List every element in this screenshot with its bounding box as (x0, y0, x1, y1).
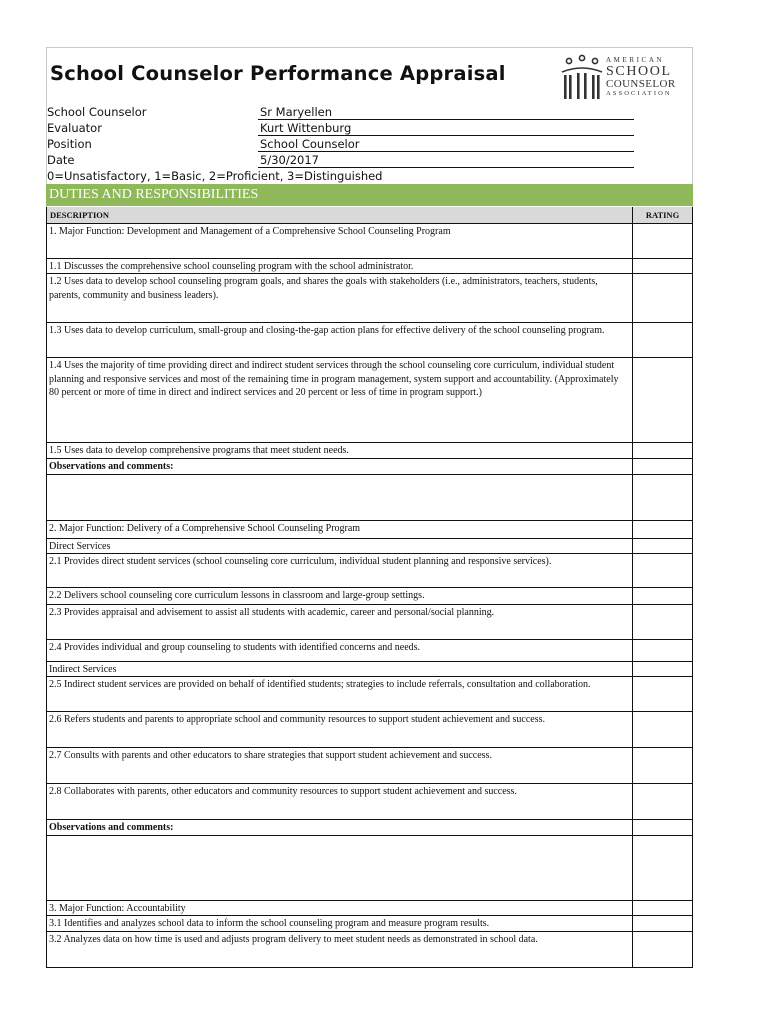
logo-wordmark: AMERICAN SCHOOL COUNSELOR ASSOCIATION (606, 56, 676, 97)
row-description: 1.2 Uses data to develop school counseling program goals, and shares the goals with stakeholders (i.e., administrators, teachers, students, parents, community and business leaders). (46, 274, 633, 322)
table-row (46, 521, 693, 539)
row-description: 2.6 Refers students and parents to appropriate school and community resources to support student achievement and success. (46, 712, 633, 747)
row-description: 3.1 Identifies and analyzes school data to inform the school counseling program and measure program results. (46, 916, 633, 931)
comments-box[interactable] (46, 836, 693, 901)
table-row (46, 605, 693, 640)
table-row (46, 323, 693, 358)
table-row (46, 358, 693, 443)
rating-cell[interactable] (633, 259, 693, 273)
rating-cell[interactable] (633, 662, 693, 676)
rating-scale: 0=Unsatisfactory, 1=Basic, 2=Proficient, 3=Distinguished (47, 169, 383, 183)
comments-input[interactable] (46, 475, 633, 520)
rating-cell (633, 820, 693, 835)
row-description: 2.8 Collaborates with parents, other educators and community resources to support student achievement and success. (46, 784, 633, 819)
rating-cell[interactable] (633, 605, 693, 639)
rating-cell[interactable] (633, 588, 693, 604)
row-description: 2.3 Provides appraisal and advisement to assist all students with academic, career and personal/social planning. (46, 605, 633, 639)
table-row (46, 259, 693, 274)
table-row (46, 588, 693, 605)
rating-cell[interactable] (633, 640, 693, 661)
rating-cell (633, 459, 693, 474)
position-field[interactable]: School Counselor (258, 136, 634, 152)
table-row (46, 712, 693, 748)
counselor-label: School Counselor (47, 105, 147, 119)
row-description: 2.4 Provides individual and group counseling to students with identified concerns and needs. (46, 640, 633, 661)
row-description: 2.1 Provides direct student services (school counseling core curriculum, individual student planning and responsive services). (46, 554, 633, 587)
rating-cell[interactable] (633, 323, 693, 357)
evaluator-field[interactable]: Kurt Wittenburg (258, 120, 634, 136)
rating-cell[interactable] (633, 274, 693, 322)
rating-cell (633, 475, 693, 520)
date-label: Date (47, 153, 75, 167)
row-description: 1.3 Uses data to develop curriculum, small-group and closing-the-gap action plans for effective delivery of the school counseling program. (46, 323, 633, 357)
rating-cell[interactable] (633, 554, 693, 587)
comments-input[interactable] (46, 836, 633, 900)
row-description: 3. Major Function: Accountability (46, 901, 633, 915)
table-row (46, 901, 693, 916)
table-row (46, 539, 693, 554)
table-row (46, 784, 693, 820)
rating-cell[interactable] (633, 901, 693, 915)
table-row (46, 640, 693, 662)
table-row (46, 748, 693, 784)
evaluator-label: Evaluator (47, 121, 102, 135)
rating-cell[interactable] (633, 224, 693, 258)
rating-cell (633, 836, 693, 900)
rating-cell[interactable] (633, 784, 693, 819)
section-header: DUTIES AND RESPONSIBILITIES (46, 184, 693, 206)
rating-cell[interactable] (633, 358, 693, 442)
rating-cell[interactable] (633, 712, 693, 747)
row-description: 2. Major Function: Delivery of a Comprehensive School Counseling Program (46, 521, 633, 538)
row-description: 1.1 Discusses the comprehensive school counseling program with the school administrator. (46, 259, 633, 273)
row-description: Direct Services (46, 539, 633, 553)
row-description: 1.5 Uses data to develop comprehensive programs that meet student needs. (46, 443, 633, 458)
row-description: 1.4 Uses the majority of time providing direct and indirect student services through the school counseling core curriculum, individual student planning and responsive services and most of the remaining time in program management, system support and accountability. (Approximately 80 percent or more of time in direct and indirect services and 20 percent or less of time in program support.) (46, 358, 633, 442)
row-description: 2.2 Delivers school counseling core curriculum lessons in classroom and large-group settings. (46, 588, 633, 604)
rating-cell[interactable] (633, 677, 693, 711)
table-row (46, 554, 693, 588)
row-description: 1. Major Function: Development and Management of a Comprehensive School Counseling Program (46, 224, 633, 258)
observations-label: Observations and comments: (46, 820, 633, 835)
table-row (46, 932, 693, 968)
rating-cell[interactable] (633, 932, 693, 967)
rating-cell[interactable] (633, 539, 693, 553)
comments-box[interactable] (46, 475, 693, 521)
asca-logo (560, 52, 680, 104)
table-row (46, 677, 693, 712)
row-description: 3.2 Analyzes data on how time is used and adjusts program delivery to meet student needs as demonstrated in school data. (46, 932, 633, 967)
people-icon (560, 52, 606, 102)
description-column-header: DESCRIPTION (46, 207, 633, 224)
row-description: 2.7 Consults with parents and other educators to share strategies that support student achievement and success. (46, 748, 633, 783)
rating-column-header: RATING (633, 207, 693, 224)
rating-cell[interactable] (633, 916, 693, 931)
counselor-field[interactable]: Sr Maryellen (258, 104, 634, 120)
observations-label-row (46, 459, 693, 475)
table-row (46, 274, 693, 323)
table-row (46, 443, 693, 459)
date-field[interactable]: 5/30/2017 (258, 152, 634, 168)
row-description: 2.5 Indirect student services are provided on behalf of identified students; strategies to include referrals, consultation and collaboration. (46, 677, 633, 711)
observations-label: Observations and comments: (46, 459, 633, 474)
table-row (46, 916, 693, 932)
page-title: School Counselor Performance Appraisal (50, 62, 506, 85)
observations-label-row (46, 820, 693, 836)
rating-cell[interactable] (633, 443, 693, 458)
table-row (46, 224, 693, 259)
row-description: Indirect Services (46, 662, 633, 676)
position-label: Position (47, 137, 92, 151)
rating-cell[interactable] (633, 748, 693, 783)
rating-cell[interactable] (633, 521, 693, 538)
table-row (46, 662, 693, 677)
